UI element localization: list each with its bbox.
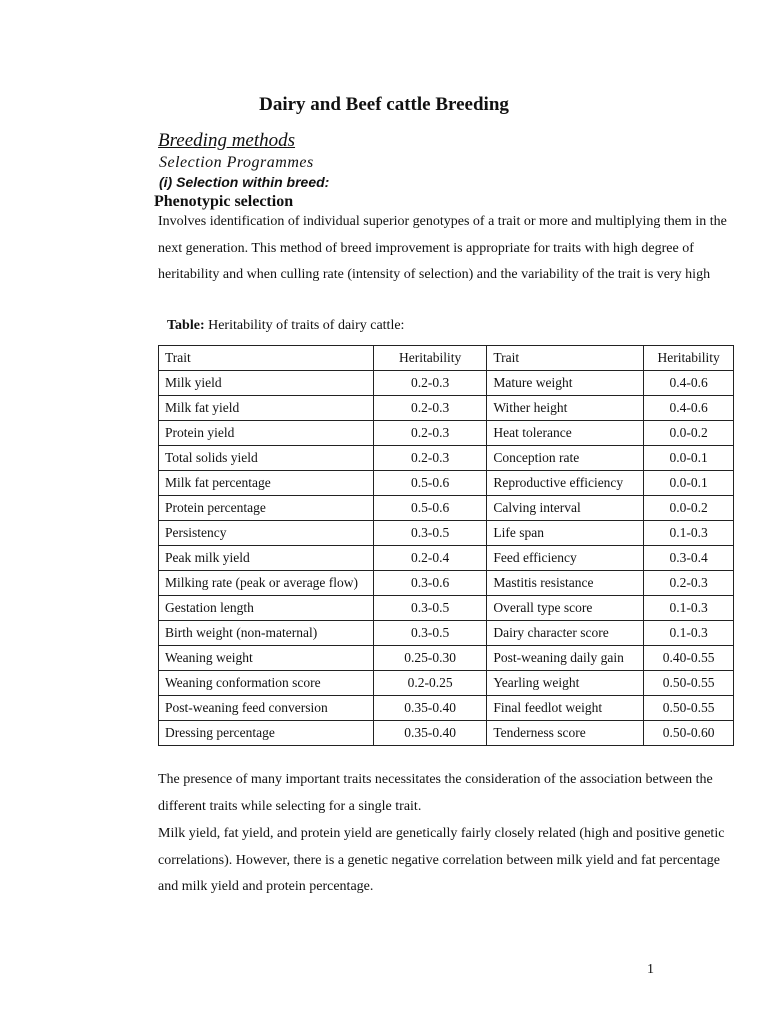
trait-cell: Calving interval	[487, 496, 644, 521]
heritability-cell: 0.50-0.60	[644, 721, 734, 746]
trait-cell: Protein yield	[159, 421, 374, 446]
heritability-cell: 0.50-0.55	[644, 696, 734, 721]
trait-cell: Conception rate	[487, 446, 644, 471]
heritability-cell: 0.3-0.4	[644, 546, 734, 571]
header-heritability-2: Heritability	[644, 346, 734, 371]
trait-cell: Protein percentage	[159, 496, 374, 521]
table-row	[159, 421, 734, 446]
table-header-row	[159, 346, 734, 371]
table-caption-text: Heritability of traits of dairy cattle:	[208, 318, 405, 333]
heritability-cell: 0.4-0.6	[644, 396, 734, 421]
topic-heading: Phenotypic selection	[154, 193, 294, 210]
heritability-cell: 0.25-0.30	[373, 646, 486, 671]
table-caption	[167, 318, 404, 334]
heritability-cell: 0.5-0.6	[373, 496, 486, 521]
heritability-table	[158, 345, 734, 746]
table-row	[159, 721, 734, 746]
header-trait-2: Trait	[487, 346, 644, 371]
trait-cell: Dairy character score	[487, 621, 644, 646]
heritability-cell: 0.2-0.3	[373, 396, 486, 421]
heritability-cell: 0.2-0.3	[373, 446, 486, 471]
trait-cell: Peak milk yield	[159, 546, 374, 571]
trait-cell: Gestation length	[159, 596, 374, 621]
heritability-cell: 0.0-0.2	[644, 421, 734, 446]
trait-cell: Birth weight (non-maternal)	[159, 621, 374, 646]
table-row	[159, 646, 734, 671]
table-row	[159, 596, 734, 621]
subsubsection-heading: (i) Selection within breed:	[159, 174, 330, 190]
heritability-cell: 0.2-0.3	[644, 571, 734, 596]
heritability-cell: 0.50-0.55	[644, 671, 734, 696]
trait-cell: Milk fat percentage	[159, 471, 374, 496]
section-heading: Breeding methods	[158, 130, 296, 151]
trait-cell: Final feedlot weight	[487, 696, 644, 721]
table-row	[159, 571, 734, 596]
heritability-cell: 0.3-0.5	[373, 521, 486, 546]
heritability-cell: 0.3-0.6	[373, 571, 486, 596]
heritability-cell: 0.35-0.40	[373, 721, 486, 746]
heritability-cell: 0.0-0.1	[644, 471, 734, 496]
table-caption-label: Table:	[167, 318, 205, 333]
trait-cell: Post-weaning feed conversion	[159, 696, 374, 721]
table-row	[159, 446, 734, 471]
trait-cell: Yearling weight	[487, 671, 644, 696]
heritability-cell: 0.2-0.4	[373, 546, 486, 571]
trait-cell: Feed efficiency	[487, 546, 644, 571]
heritability-cell: 0.35-0.40	[373, 696, 486, 721]
trait-cell: Overall type score	[487, 596, 644, 621]
header-trait-1: Trait	[159, 346, 374, 371]
trait-cell: Wither height	[487, 396, 644, 421]
trait-cell: Weaning conformation score	[159, 671, 374, 696]
document-title: Dairy and Beef cattle Breeding	[259, 94, 509, 115]
heritability-cell: 0.0-0.2	[644, 496, 734, 521]
trait-cell: Tenderness score	[487, 721, 644, 746]
heritability-cell: 0.1-0.3	[644, 621, 734, 646]
header-heritability-1: Heritability	[373, 346, 486, 371]
heritability-cell: 0.2-0.3	[373, 371, 486, 396]
trait-cell: Life span	[487, 521, 644, 546]
trait-cell: Reproductive efficiency	[487, 471, 644, 496]
trait-cell: Milk fat yield	[159, 396, 374, 421]
table-row	[159, 396, 734, 421]
heritability-cell: 0.40-0.55	[644, 646, 734, 671]
intro-paragraph: Involves identification of individual superior genotypes of a trait or more and multiplying them in the next generation. This method of breed improvement is appropriate for traits with high degree of heritability and when culling rate (intensity of selection) and the variability of the trait is very high	[158, 214, 727, 282]
trait-cell: Total solids yield	[159, 446, 374, 471]
trait-cell: Dressing percentage	[159, 721, 374, 746]
heritability-cell: 0.1-0.3	[644, 521, 734, 546]
trait-cell: Persistency	[159, 521, 374, 546]
heritability-cell: 0.2-0.3	[373, 421, 486, 446]
table-row	[159, 471, 734, 496]
trait-cell: Milk yield	[159, 371, 374, 396]
table-row	[159, 371, 734, 396]
heritability-cell: 0.5-0.6	[373, 471, 486, 496]
trait-cell: Weaning weight	[159, 646, 374, 671]
heritability-cell: 0.4-0.6	[644, 371, 734, 396]
table-row	[159, 496, 734, 521]
table-row	[159, 696, 734, 721]
table-row	[159, 546, 734, 571]
trait-cell: Mature weight	[487, 371, 644, 396]
trait-cell: Post-weaning daily gain	[487, 646, 644, 671]
heritability-cell: 0.2-0.25	[373, 671, 486, 696]
subsection-heading: Selection Programmes	[159, 154, 314, 171]
association-paragraph: The presence of many important traits necessitates the consideration of the association between the different traits while selecting for a single trait.	[158, 772, 713, 814]
heritability-cell: 0.1-0.3	[644, 596, 734, 621]
heritability-cell: 0.3-0.5	[373, 621, 486, 646]
trait-cell: Mastitis resistance	[487, 571, 644, 596]
trait-cell: Heat tolerance	[487, 421, 644, 446]
table-row	[159, 521, 734, 546]
table-row	[159, 671, 734, 696]
heritability-cell: 0.0-0.1	[644, 446, 734, 471]
heritability-cell: 0.3-0.5	[373, 596, 486, 621]
trait-cell: Milking rate (peak or average flow)	[159, 571, 374, 596]
table-row	[159, 621, 734, 646]
correlation-paragraph: Milk yield, fat yield, and protein yield are genetically fairly closely related (high and positive genetic correlations). However, there is a genetic negative correlation between milk yield and fat percentage and milk yield and protein percentage.	[158, 826, 725, 894]
page-number: 1	[647, 962, 654, 977]
